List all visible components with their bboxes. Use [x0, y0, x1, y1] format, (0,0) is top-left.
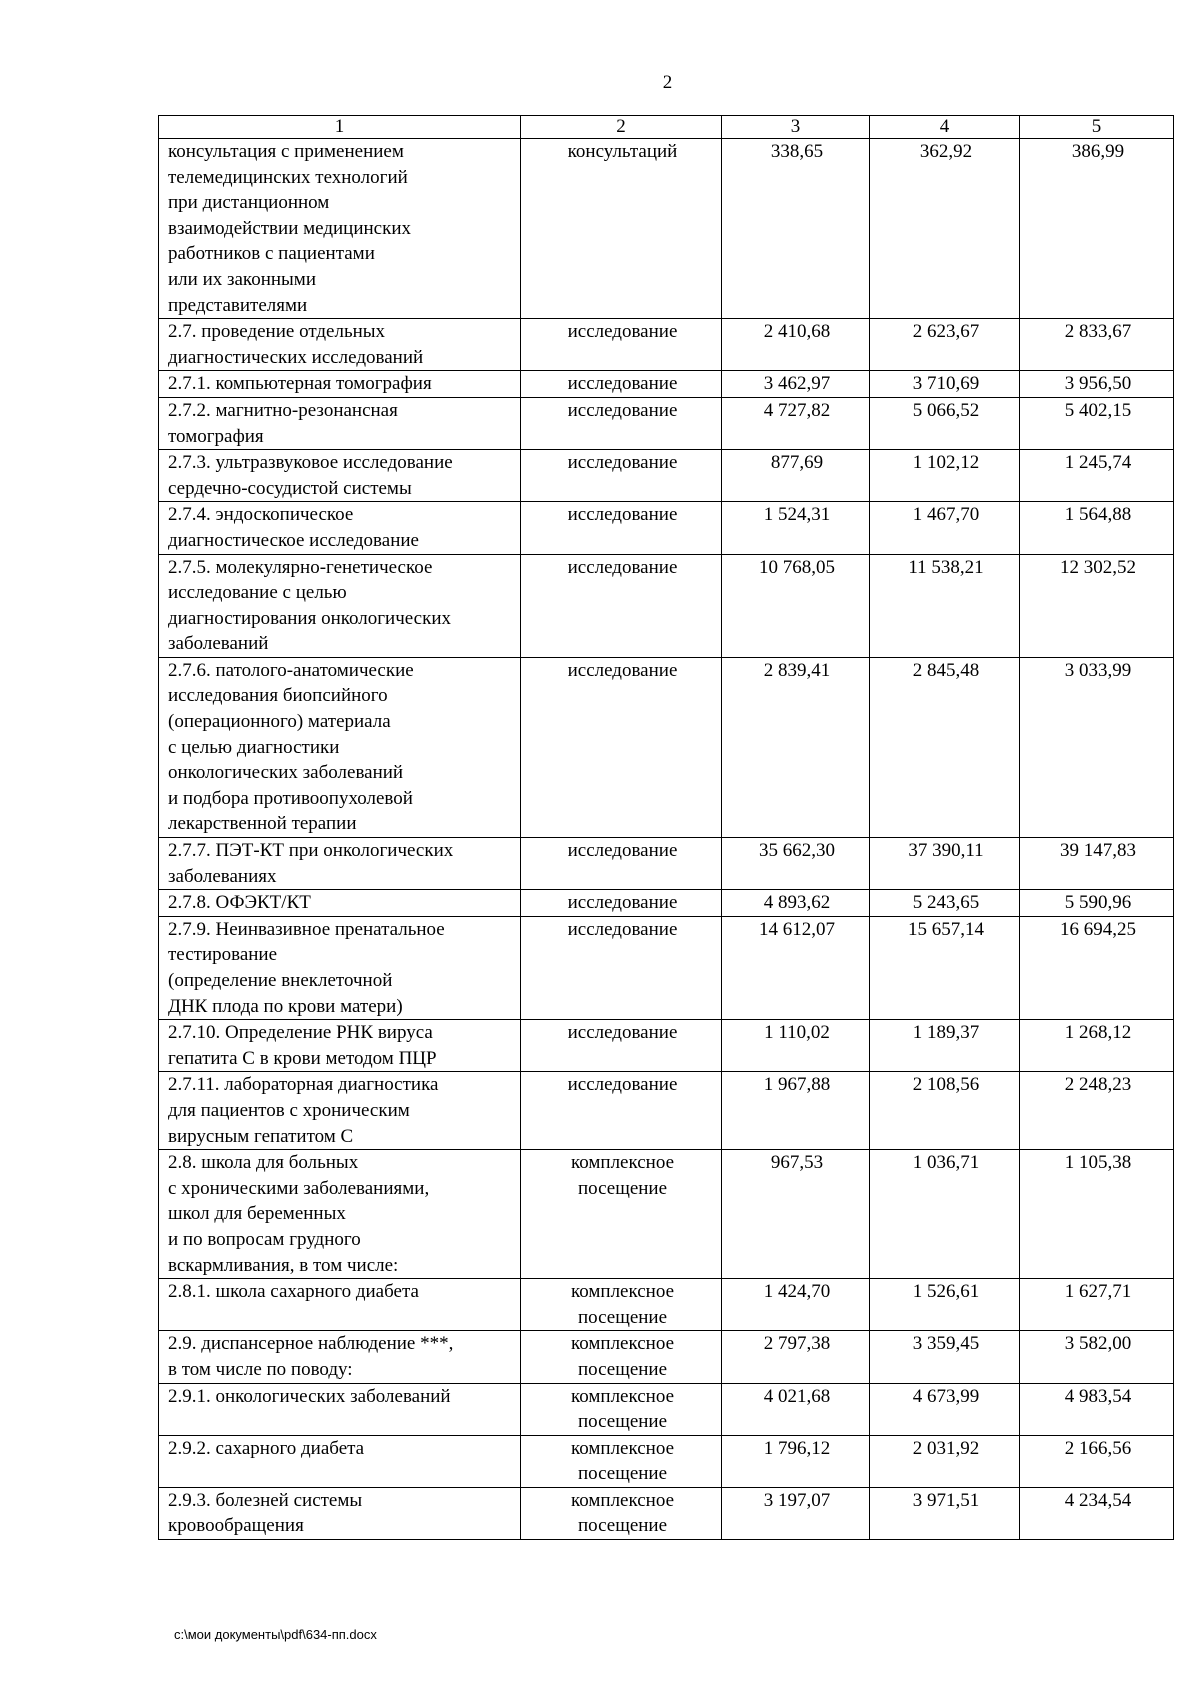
service-name-cell: 2.8. школа для больных с хроническими заболеваниями, школ для беременных и по вопросам грудного вскармливания, в том числе:	[159, 1150, 521, 1279]
table-row	[159, 916, 1174, 1019]
unit-cell: исследование	[521, 450, 722, 502]
unit-cell: исследование	[521, 502, 722, 554]
value-col3-cell: 4 893,62	[722, 890, 870, 917]
value-col4-cell: 3 359,45	[870, 1331, 1020, 1383]
value-col5-cell: 16 694,25	[1020, 916, 1174, 1019]
value-col4-cell: 1 467,70	[870, 502, 1020, 554]
table-row	[159, 1020, 1174, 1072]
value-col3-cell: 967,53	[722, 1150, 870, 1279]
value-col4-cell: 1 036,71	[870, 1150, 1020, 1279]
value-col5-cell: 3 582,00	[1020, 1331, 1174, 1383]
service-name-cell: консультация с применением телемедицинских технологий при дистанционном взаимодействии медицинских работников с пациентами или их законными представителями	[159, 139, 521, 319]
value-col4-cell: 1 526,61	[870, 1279, 1020, 1331]
value-col4-cell: 362,92	[870, 139, 1020, 319]
value-col4-cell: 4 673,99	[870, 1383, 1020, 1435]
value-col4-cell: 11 538,21	[870, 554, 1020, 657]
table-row	[159, 890, 1174, 917]
unit-cell: исследование	[521, 397, 722, 449]
value-col5-cell: 1 564,88	[1020, 502, 1174, 554]
table-body	[159, 116, 1174, 1540]
unit-cell: комплексное посещение	[521, 1279, 722, 1331]
value-col4-cell: 2 031,92	[870, 1435, 1020, 1487]
value-col3-cell: 2 410,68	[722, 319, 870, 371]
value-col3-cell: 3 197,07	[722, 1487, 870, 1539]
value-col5-cell: 386,99	[1020, 139, 1174, 319]
table-row	[159, 1279, 1174, 1331]
unit-cell: консультаций	[521, 139, 722, 319]
table-row	[159, 1435, 1174, 1487]
header-cell-1: 1	[159, 116, 521, 139]
value-col5-cell: 3 956,50	[1020, 371, 1174, 398]
value-col4-cell: 3 971,51	[870, 1487, 1020, 1539]
value-col3-cell: 338,65	[722, 139, 870, 319]
unit-cell: комплексное посещение	[521, 1487, 722, 1539]
value-col4-cell: 2 845,48	[870, 657, 1020, 837]
value-col4-cell: 2 108,56	[870, 1072, 1020, 1150]
table-row	[159, 554, 1174, 657]
value-col5-cell: 2 248,23	[1020, 1072, 1174, 1150]
table-row	[159, 1072, 1174, 1150]
service-name-cell: 2.7.11. лабораторная диагностика для пациентов с хроническим вирусным гепатитом С	[159, 1072, 521, 1150]
value-col4-cell: 3 710,69	[870, 371, 1020, 398]
service-name-cell: 2.8.1. школа сахарного диабета	[159, 1279, 521, 1331]
value-col3-cell: 2 839,41	[722, 657, 870, 837]
service-name-cell: 2.9.1. онкологических заболеваний	[159, 1383, 521, 1435]
value-col4-cell: 37 390,11	[870, 838, 1020, 890]
value-col4-cell: 15 657,14	[870, 916, 1020, 1019]
service-name-cell: 2.7.3. ультразвуковое исследование сердечно-сосудистой системы	[159, 450, 521, 502]
table-row	[159, 502, 1174, 554]
value-col5-cell: 5 590,96	[1020, 890, 1174, 917]
unit-cell: комплексное посещение	[521, 1150, 722, 1279]
value-col3-cell: 1 967,88	[722, 1072, 870, 1150]
value-col3-cell: 3 462,97	[722, 371, 870, 398]
value-col3-cell: 4 021,68	[722, 1383, 870, 1435]
value-col5-cell: 1 627,71	[1020, 1279, 1174, 1331]
value-col5-cell: 39 147,83	[1020, 838, 1174, 890]
value-col4-cell: 2 623,67	[870, 319, 1020, 371]
table-row	[159, 838, 1174, 890]
table-row	[159, 139, 1174, 319]
value-col3-cell: 1 424,70	[722, 1279, 870, 1331]
value-col4-cell: 5 066,52	[870, 397, 1020, 449]
value-col5-cell: 1 268,12	[1020, 1020, 1174, 1072]
service-name-cell: 2.7.5. молекулярно-генетическое исследование с целью диагностирования онкологических заболеваний	[159, 554, 521, 657]
header-cell-4: 4	[870, 116, 1020, 139]
value-col4-cell: 1 189,37	[870, 1020, 1020, 1072]
value-col5-cell: 4 234,54	[1020, 1487, 1174, 1539]
table-row	[159, 371, 1174, 398]
footer-file-path: c:\мои документы\pdf\634-пп.docx	[174, 1627, 377, 1642]
value-col5-cell: 1 245,74	[1020, 450, 1174, 502]
table-row	[159, 1383, 1174, 1435]
unit-cell: исследование	[521, 319, 722, 371]
unit-cell: комплексное посещение	[521, 1383, 722, 1435]
table-row	[159, 657, 1174, 837]
value-col5-cell: 4 983,54	[1020, 1383, 1174, 1435]
value-col5-cell: 1 105,38	[1020, 1150, 1174, 1279]
unit-cell: исследование	[521, 890, 722, 917]
service-name-cell: 2.7.7. ПЭТ-КТ при онкологических заболеваниях	[159, 838, 521, 890]
value-col3-cell: 1 110,02	[722, 1020, 870, 1072]
unit-cell: исследование	[521, 657, 722, 837]
page-number: 2	[662, 72, 673, 93]
value-col3-cell: 14 612,07	[722, 916, 870, 1019]
service-name-cell: 2.7.6. патолого-анатомические исследования биопсийного (операционного) материала с целью диагностики онкологических заболеваний и подбора противоопухолевой лекарственной терапии	[159, 657, 521, 837]
table-row	[159, 397, 1174, 449]
unit-cell: исследование	[521, 1020, 722, 1072]
value-col4-cell: 5 243,65	[870, 890, 1020, 917]
service-name-cell: 2.7.9. Неинвазивное пренатальное тестирование (определение внеклеточной ДНК плода по крови матери)	[159, 916, 521, 1019]
table-row	[159, 319, 1174, 371]
value-col5-cell: 3 033,99	[1020, 657, 1174, 837]
service-name-cell: 2.9.3. болезней системы кровообращения	[159, 1487, 521, 1539]
service-name-cell: 2.7.1. компьютерная томография	[159, 371, 521, 398]
service-name-cell: 2.9.2. сахарного диабета	[159, 1435, 521, 1487]
service-name-cell: 2.7.8. ОФЭКТ/КТ	[159, 890, 521, 917]
value-col3-cell: 1 796,12	[722, 1435, 870, 1487]
value-col3-cell: 4 727,82	[722, 397, 870, 449]
unit-cell: исследование	[521, 371, 722, 398]
unit-cell: исследование	[521, 838, 722, 890]
unit-cell: комплексное посещение	[521, 1331, 722, 1383]
value-col4-cell: 1 102,12	[870, 450, 1020, 502]
value-col3-cell: 2 797,38	[722, 1331, 870, 1383]
header-cell-5: 5	[1020, 116, 1174, 139]
unit-cell: исследование	[521, 1072, 722, 1150]
header-cell-2: 2	[521, 116, 722, 139]
service-name-cell: 2.7.4. эндоскопическое диагностическое исследование	[159, 502, 521, 554]
table-header-row	[159, 116, 1174, 139]
table-row	[159, 450, 1174, 502]
table-row	[159, 1487, 1174, 1539]
value-col3-cell: 877,69	[722, 450, 870, 502]
value-col5-cell: 2 833,67	[1020, 319, 1174, 371]
service-name-cell: 2.7. проведение отдельных диагностических исследований	[159, 319, 521, 371]
service-name-cell: 2.9. диспансерное наблюдение ***, в том числе по поводу:	[159, 1331, 521, 1383]
value-col5-cell: 12 302,52	[1020, 554, 1174, 657]
table-row	[159, 1331, 1174, 1383]
value-col5-cell: 5 402,15	[1020, 397, 1174, 449]
table-row	[159, 1150, 1174, 1279]
unit-cell: исследование	[521, 916, 722, 1019]
value-col3-cell: 10 768,05	[722, 554, 870, 657]
unit-cell: комплексное посещение	[521, 1435, 722, 1487]
service-name-cell: 2.7.2. магнитно-резонансная томография	[159, 397, 521, 449]
value-col3-cell: 1 524,31	[722, 502, 870, 554]
tariff-table	[158, 115, 1174, 1540]
service-name-cell: 2.7.10. Определение РНК вируса гепатита С в крови методом ПЦР	[159, 1020, 521, 1072]
unit-cell: исследование	[521, 554, 722, 657]
value-col3-cell: 35 662,30	[722, 838, 870, 890]
header-cell-3: 3	[722, 116, 870, 139]
value-col5-cell: 2 166,56	[1020, 1435, 1174, 1487]
